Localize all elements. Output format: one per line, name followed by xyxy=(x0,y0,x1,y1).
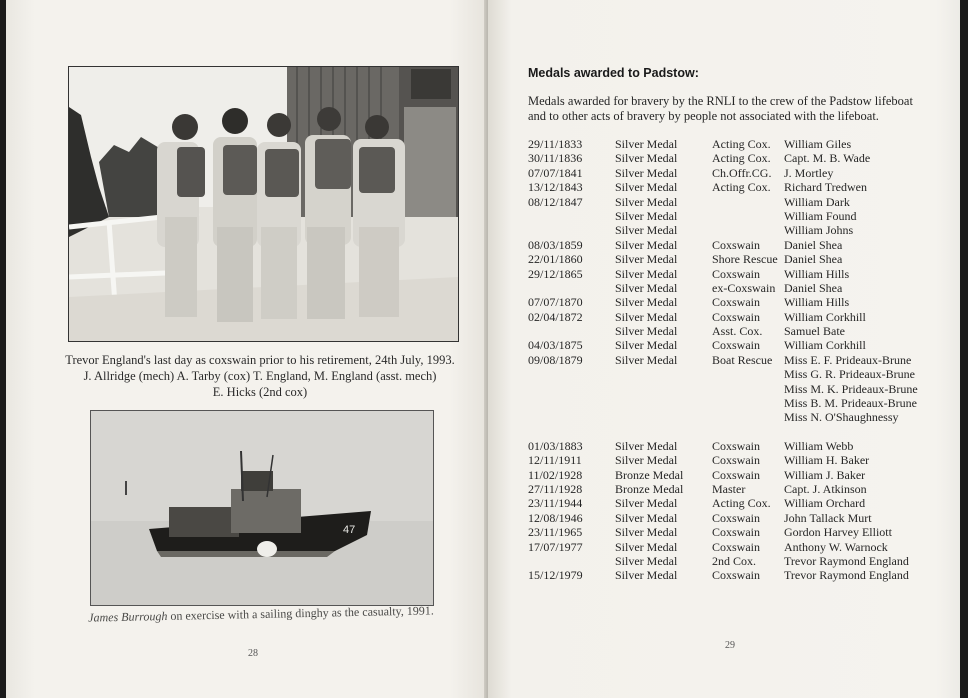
medal-date: 08/03/1859 xyxy=(528,237,583,252)
medal-date: 08/12/1847 xyxy=(528,194,583,209)
medal-date: 04/03/1875 xyxy=(528,338,583,353)
medal-date: 12/11/1911 xyxy=(528,453,582,468)
table-gap xyxy=(528,425,928,439)
medal-row xyxy=(528,281,928,295)
caption-boat-name: James Burrough xyxy=(88,608,168,625)
medal-role: Coxswain xyxy=(712,467,760,482)
medal-role: Ch.Offr.CG. xyxy=(712,165,772,180)
page-number-left: 28 xyxy=(248,648,258,659)
medal-type: Silver Medal xyxy=(615,137,678,151)
page-number-right: 29 xyxy=(725,640,735,651)
medal-row xyxy=(528,525,928,539)
medals-table xyxy=(528,137,928,583)
medal-recipient: William Giles xyxy=(784,137,852,151)
medal-type: Silver Medal xyxy=(615,338,678,353)
medal-type: Silver Medal xyxy=(615,295,678,310)
medal-recipient: Capt. M. B. Wade xyxy=(784,151,871,166)
medal-recipient: William Webb xyxy=(784,438,854,453)
medal-date: 29/12/1865 xyxy=(528,266,583,281)
medal-role: Coxswain xyxy=(712,568,760,583)
medal-recipient: William Corkhill xyxy=(784,338,866,353)
caption-line: Trevor England's last day as coxswain prior to his retirement, 24th July, 1993. xyxy=(65,353,455,367)
medals-heading: Medals awarded to Padstow: xyxy=(528,66,699,80)
medal-row xyxy=(528,367,928,381)
medal-date: 02/04/1872 xyxy=(528,309,583,324)
medal-recipient: William Johns xyxy=(784,223,854,238)
medal-recipient: Miss B. M. Prideaux-Brune xyxy=(784,396,917,411)
medal-recipient: Daniel Shea xyxy=(784,252,843,267)
medal-row xyxy=(528,151,928,165)
medal-row xyxy=(528,338,928,352)
medal-role: ex-Coxswain xyxy=(712,280,776,295)
medal-row xyxy=(528,353,928,367)
crew-photo-caption xyxy=(60,352,460,400)
medal-recipient: William Hills xyxy=(784,295,850,310)
medal-role: 2nd Cox. xyxy=(712,553,757,568)
medal-date: 23/11/1965 xyxy=(528,525,583,540)
medal-role: Coxswain xyxy=(712,266,760,281)
medal-type: Silver Medal xyxy=(615,151,678,166)
medal-recipient: Anthony W. Warnock xyxy=(784,539,888,554)
medal-row xyxy=(528,137,928,151)
medal-role: Acting Cox. xyxy=(712,496,771,511)
medal-role: Acting Cox. xyxy=(712,180,771,195)
medal-recipient: William J. Baker xyxy=(784,467,866,482)
medal-role: Coxswain xyxy=(712,539,760,554)
medal-recipient: Trevor Raymond England xyxy=(784,568,909,583)
medal-recipient: Miss G. R. Prideaux-Brune xyxy=(784,367,915,382)
medals-intro: Medals awarded for bravery by the RNLI to the crew of the Padstow lifeboat and to other acts of bravery by people not associated with the lifeboat. xyxy=(528,94,913,123)
medal-row xyxy=(528,166,928,180)
medal-date: 11/02/1928 xyxy=(528,467,583,482)
medal-row xyxy=(528,568,928,582)
medal-recipient: Samuel Bate xyxy=(784,324,845,339)
medal-row xyxy=(528,267,928,281)
medal-type: Silver Medal xyxy=(615,525,678,540)
medal-role: Coxswain xyxy=(712,295,760,310)
medal-type: Silver Medal xyxy=(615,453,678,468)
medal-date: 23/11/1944 xyxy=(528,496,583,511)
medal-type: Silver Medal xyxy=(615,352,678,367)
medal-role: Coxswain xyxy=(712,237,760,252)
medal-date: 07/07/1870 xyxy=(528,295,583,310)
medal-type: Silver Medal xyxy=(615,324,678,339)
crew-photo xyxy=(68,66,459,342)
medal-recipient: William Corkhill xyxy=(784,309,866,324)
medal-recipient: Miss N. O'Shaughnessy xyxy=(784,410,899,425)
medal-date: 12/08/1946 xyxy=(528,510,583,525)
medal-row xyxy=(528,295,928,309)
medal-recipient: William Dark xyxy=(784,194,850,209)
medal-row xyxy=(528,223,928,237)
medal-date: 22/01/1860 xyxy=(528,252,583,267)
medal-recipient: Gordon Harvey Elliott xyxy=(784,525,892,540)
medal-recipient: Daniel Shea xyxy=(784,237,843,252)
medal-type: Silver Medal xyxy=(615,266,678,281)
medal-date: 30/11/1836 xyxy=(528,151,583,166)
medal-role: Coxswain xyxy=(712,338,760,353)
medal-role: Coxswain xyxy=(712,453,760,468)
medal-row xyxy=(528,482,928,496)
medal-type: Silver Medal xyxy=(615,568,678,583)
medal-role: Coxswain xyxy=(712,438,760,453)
medal-row xyxy=(528,511,928,525)
medal-row xyxy=(528,554,928,568)
medal-recipient: William Hills xyxy=(784,266,850,281)
medal-type: Silver Medal xyxy=(615,223,678,238)
medal-role: Coxswain xyxy=(712,525,760,540)
medal-date: 01/03/1883 xyxy=(528,438,583,453)
medal-type: Silver Medal xyxy=(615,194,678,209)
medal-row xyxy=(528,396,928,410)
medal-type: Silver Medal xyxy=(615,510,678,525)
medal-role: Asst. Cox. xyxy=(712,324,763,339)
medal-recipient: Daniel Shea xyxy=(784,280,843,295)
medal-date: 29/11/1833 xyxy=(528,137,583,151)
medal-row xyxy=(528,468,928,482)
medal-row xyxy=(528,439,928,453)
medal-recipient: William Orchard xyxy=(784,496,866,511)
medal-recipient: Capt. J. Atkinson xyxy=(784,481,867,496)
medal-type: Bronze Medal xyxy=(615,481,684,496)
medal-role: Coxswain xyxy=(712,309,760,324)
caption-line: J. Allridge (mech) A. Tarby (cox) T. England, M. England (asst. mech) xyxy=(83,369,437,383)
medal-recipient: John Tallack Murt xyxy=(784,510,872,525)
medal-role: Master xyxy=(712,481,746,496)
medal-date: 09/08/1879 xyxy=(528,352,583,367)
medals-group-2 xyxy=(528,439,928,583)
medal-recipient: Richard Tredwen xyxy=(784,180,867,195)
medal-type: Silver Medal xyxy=(615,280,678,295)
medal-row xyxy=(528,252,928,266)
medal-type: Silver Medal xyxy=(615,309,678,324)
medal-row xyxy=(528,453,928,467)
medal-row xyxy=(528,324,928,338)
lifeboat-photo xyxy=(90,410,434,606)
medal-recipient: Trevor Raymond England xyxy=(784,553,909,568)
medal-recipient: William H. Baker xyxy=(784,453,870,468)
medal-type: Silver Medal xyxy=(615,252,678,267)
medal-type: Bronze Medal xyxy=(615,467,684,482)
medals-group-1 xyxy=(528,137,928,425)
medal-role: Shore Rescue xyxy=(712,252,778,267)
medal-date: 17/07/1977 xyxy=(528,539,583,554)
caption-line: E. Hicks (2nd cox) xyxy=(212,385,308,399)
medal-recipient: J. Mortley xyxy=(784,165,834,180)
medal-role: Acting Cox. xyxy=(712,151,771,166)
medal-row xyxy=(528,540,928,554)
medal-row xyxy=(528,410,928,424)
medal-role: Coxswain xyxy=(712,510,760,525)
medal-row xyxy=(528,209,928,223)
medal-type: Silver Medal xyxy=(615,180,678,195)
medal-type: Silver Medal xyxy=(615,438,678,453)
medal-type: Silver Medal xyxy=(615,496,678,511)
medal-type: Silver Medal xyxy=(615,208,678,223)
medal-row xyxy=(528,238,928,252)
medal-role: Boat Rescue xyxy=(712,352,773,367)
medal-recipient: Miss M. K. Prideaux-Brune xyxy=(784,381,918,396)
medal-recipient: Miss E. F. Prideaux-Brune xyxy=(784,352,912,367)
medal-type: Silver Medal xyxy=(615,237,678,252)
medal-date: 13/12/1843 xyxy=(528,180,583,195)
medal-row xyxy=(528,382,928,396)
medal-type: Silver Medal xyxy=(615,539,678,554)
medal-type: Silver Medal xyxy=(615,165,678,180)
medal-date: 27/11/1928 xyxy=(528,481,583,496)
medal-date: 15/12/1979 xyxy=(528,568,583,583)
medal-role: Acting Cox. xyxy=(712,137,771,151)
medal-date: 07/07/1841 xyxy=(528,165,583,180)
medal-type: Silver Medal xyxy=(615,553,678,568)
medal-row xyxy=(528,180,928,194)
medal-row xyxy=(528,310,928,324)
caption-text: on exercise with a sailing dinghy as the casualty, 1991. xyxy=(167,603,434,623)
medal-row xyxy=(528,496,928,510)
svg-text:47: 47 xyxy=(343,524,356,536)
medal-row xyxy=(528,195,928,209)
medal-recipient: William Found xyxy=(784,208,857,223)
